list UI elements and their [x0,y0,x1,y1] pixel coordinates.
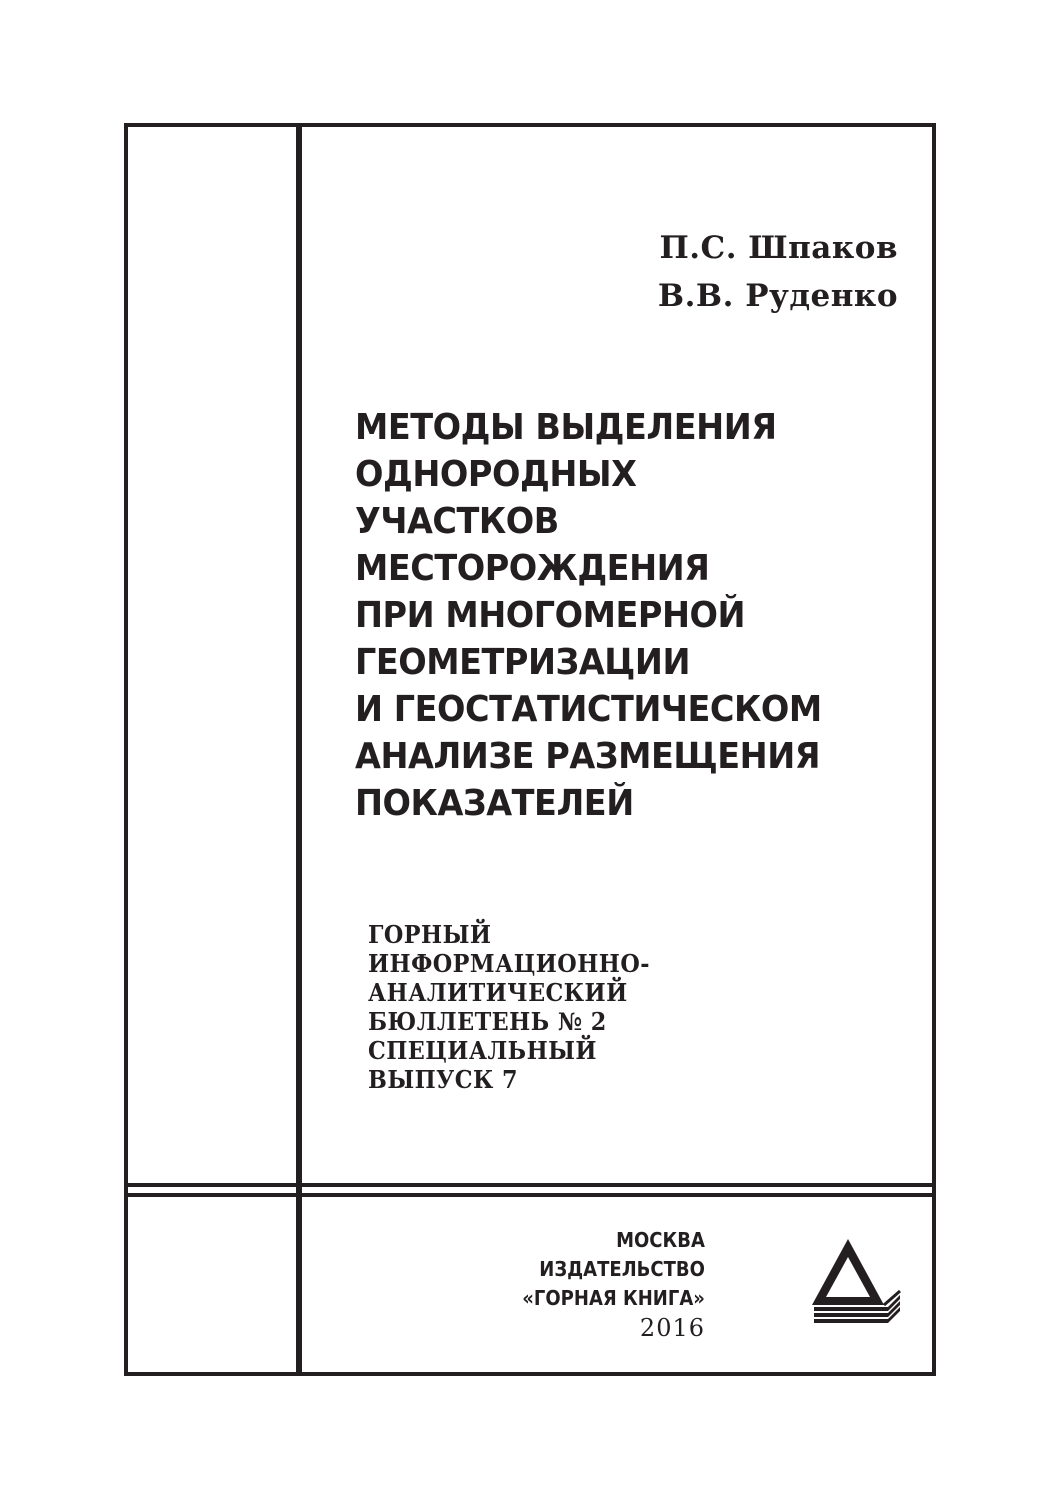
series-line: АНАЛИТИЧЕСКИЙ [368,978,628,1007]
publisher-block [522,1226,705,1313]
title-line: УЧАСТКОВ [355,501,559,542]
series-info [368,920,650,1094]
title-line: ОДНОРОДНЫХ [355,454,637,495]
title-line: МЕСТОРОЖДЕНИЯ [355,548,710,589]
title-line: АНАЛИЗЕ РАЗМЕЩЕНИЯ [355,736,821,777]
author-name: В.В. Руденко [657,278,898,314]
title-line: ПОКАЗАТЕЛЕЙ [355,783,634,824]
title-line: ГЕОМЕТРИЗАЦИИ [355,642,691,683]
publisher-city: МОСКВА [616,1228,705,1252]
series-line: ВЫПУСК 7 [368,1065,518,1094]
series-line: ИНФОРМАЦИОННО- [368,949,650,978]
title-line: ПРИ МНОГОМЕРНОЙ [355,595,746,636]
series-line: БЮЛЛЕТЕНЬ № 2 [368,1007,607,1036]
series-line: СПЕЦИАЛЬНЫЙ [368,1036,597,1065]
series-line: ГОРНЫЙ [368,920,492,949]
horizontal-rule-upper [124,1183,936,1187]
publisher-logo-icon [808,1235,906,1325]
author-name: П.С. Шпаков [659,230,898,266]
vertical-rule [296,123,302,1376]
title-line: МЕТОДЫ ВЫДЕЛЕНИЯ [355,407,777,448]
horizontal-rule-lower [124,1193,936,1197]
publisher-label: ИЗДАТЕЛЬСТВО [539,1257,705,1281]
book-title [355,404,822,827]
authors-block [658,224,898,320]
publication-year: 2016 [639,1314,705,1342]
title-line: И ГЕОСТАТИСТИЧЕСКОМ [355,689,822,730]
publisher-name: «ГОРНАЯ КНИГА» [522,1286,705,1310]
